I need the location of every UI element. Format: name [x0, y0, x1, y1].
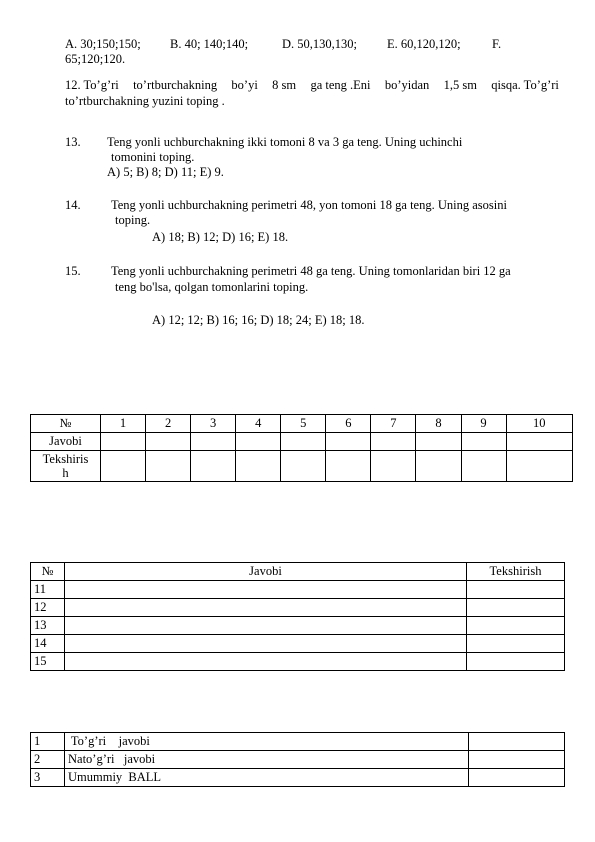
- q12-word: ga teng .Eni: [310, 78, 371, 92]
- q12-word: qisqa. To’g’ri: [491, 78, 559, 92]
- answers-grid-11-15: [30, 562, 565, 671]
- check-cell[interactable]: [506, 451, 572, 482]
- check-cell[interactable]: [467, 581, 565, 599]
- row-number: 11: [31, 581, 65, 599]
- table-header-row: [31, 563, 565, 581]
- row-number: 15: [31, 653, 65, 671]
- q11-option-f: F.: [492, 37, 502, 51]
- answer-cell[interactable]: [65, 581, 467, 599]
- answer-cell[interactable]: [371, 433, 416, 451]
- answer-cell[interactable]: [326, 433, 371, 451]
- score-summary-table: [30, 732, 565, 787]
- q15-text-line2: teng bo'lsa, qolgan tomonlarini toping.: [115, 280, 309, 294]
- answer-cell[interactable]: [236, 433, 281, 451]
- check-cell[interactable]: [467, 653, 565, 671]
- check-cell[interactable]: [371, 451, 416, 482]
- answer-cell[interactable]: [506, 433, 572, 451]
- q14-text: Teng yonli uchburchakning perimetri 48, yon tomoni 18 ga teng. Uning asosini: [111, 198, 507, 212]
- row-number: 12: [31, 599, 65, 617]
- row-label-incorrect: Nato’g’ri javobi: [65, 751, 469, 769]
- q12-word: bo’yidan: [384, 78, 430, 92]
- header-cell-javobi: Javobi: [65, 563, 467, 581]
- answer-cell[interactable]: [65, 635, 467, 653]
- answer-cell[interactable]: [146, 433, 191, 451]
- q15-number: 15.: [65, 264, 81, 278]
- q12-word: bo’yi: [231, 78, 258, 92]
- header-cell-number: №: [31, 415, 101, 433]
- row-number: 3: [31, 769, 65, 787]
- row-number: 13: [31, 617, 65, 635]
- table-row: [31, 581, 565, 599]
- header-cell: 9: [461, 415, 506, 433]
- header-cell: 6: [326, 415, 371, 433]
- header-cell-number: №: [31, 563, 65, 581]
- score-cell[interactable]: [469, 733, 565, 751]
- table-row-javobi: [31, 433, 573, 451]
- q15-text: Teng yonli uchburchakning perimetri 48 ga teng. Uning tomonlaridan biri 12 ga: [111, 264, 511, 278]
- q12-word: to’rtburchakning: [133, 78, 218, 92]
- check-cell[interactable]: [281, 451, 326, 482]
- row-number: 1: [31, 733, 65, 751]
- row-label-tekshirish-part1: Tekshiris: [42, 452, 89, 466]
- row-label-correct: To’g’ri javobi: [65, 733, 469, 751]
- answer-cell[interactable]: [101, 433, 146, 451]
- q12-word: 8 sm: [272, 78, 297, 92]
- check-cell[interactable]: [236, 451, 281, 482]
- table-row: [31, 769, 565, 787]
- check-cell[interactable]: [146, 451, 191, 482]
- table-row: [31, 733, 565, 751]
- q14-text-line2: toping.: [115, 213, 151, 227]
- header-cell: 8: [416, 415, 461, 433]
- check-cell[interactable]: [416, 451, 461, 482]
- table-row: [31, 617, 565, 635]
- answer-cell[interactable]: [65, 617, 467, 635]
- row-label-tekshirish-part2: h: [62, 466, 69, 480]
- q13-number: 13.: [65, 135, 81, 149]
- check-cell[interactable]: [191, 451, 236, 482]
- q11-option-d: D. 50,130,130;: [282, 37, 357, 51]
- table-header-row: [31, 415, 573, 433]
- header-cell: 2: [146, 415, 191, 433]
- q11-option-f-values: 65;120;120.: [65, 52, 126, 66]
- q11-option-a: A. 30;150;150;: [65, 37, 141, 51]
- answer-cell[interactable]: [191, 433, 236, 451]
- header-cell: 10: [506, 415, 572, 433]
- answers-grid-1-10: [30, 414, 573, 482]
- q12-word: 1,5 sm: [443, 78, 477, 92]
- header-cell: 5: [281, 415, 326, 433]
- row-number: 14: [31, 635, 65, 653]
- check-cell[interactable]: [467, 599, 565, 617]
- answer-cell[interactable]: [281, 433, 326, 451]
- score-cell[interactable]: [469, 769, 565, 787]
- q13-text-line2: tomonini toping.: [111, 150, 195, 164]
- row-number: 2: [31, 751, 65, 769]
- header-cell-tekshirish: Tekshirish: [467, 563, 565, 581]
- row-label-tekshirish: [31, 451, 101, 482]
- check-cell[interactable]: [326, 451, 371, 482]
- q15-options: A) 12; 12; B) 16; 16; D) 18; 24; E) 18; 18.: [152, 313, 365, 327]
- check-cell[interactable]: [467, 617, 565, 635]
- check-cell[interactable]: [461, 451, 506, 482]
- answer-cell[interactable]: [461, 433, 506, 451]
- q11-option-b: B. 40; 140;140;: [170, 37, 249, 51]
- q11-option-e: E. 60,120,120;: [387, 37, 461, 51]
- table-row: [31, 635, 565, 653]
- header-cell: 4: [236, 415, 281, 433]
- q13-options: A) 5; B) 8; D) 11; E) 9.: [107, 165, 224, 179]
- table-row-tekshirish: [31, 451, 573, 482]
- header-cell: 3: [191, 415, 236, 433]
- answer-cell[interactable]: [65, 599, 467, 617]
- header-cell: 7: [371, 415, 416, 433]
- q12-text: [65, 77, 559, 109]
- q14-number: 14.: [65, 198, 81, 212]
- answer-cell[interactable]: [416, 433, 461, 451]
- answer-cell[interactable]: [65, 653, 467, 671]
- q13-text: Teng yonli uchburchakning ikki tomoni 8 va 3 ga teng. Uning uchinchi: [107, 135, 463, 149]
- score-cell[interactable]: [469, 751, 565, 769]
- check-cell[interactable]: [101, 451, 146, 482]
- table-row: [31, 599, 565, 617]
- check-cell[interactable]: [467, 635, 565, 653]
- table-row: [31, 751, 565, 769]
- q12-word: 12. To’g’ri: [65, 78, 119, 92]
- q14-options: A) 18; B) 12; D) 16; E) 18.: [152, 230, 289, 244]
- row-label-javobi: Javobi: [31, 433, 101, 451]
- q12-text-line2: to’rtburchakning yuzini toping .: [65, 94, 225, 108]
- table-row: [31, 653, 565, 671]
- row-label-total-score: Umummiy BALL: [65, 769, 469, 787]
- header-cell: 1: [101, 415, 146, 433]
